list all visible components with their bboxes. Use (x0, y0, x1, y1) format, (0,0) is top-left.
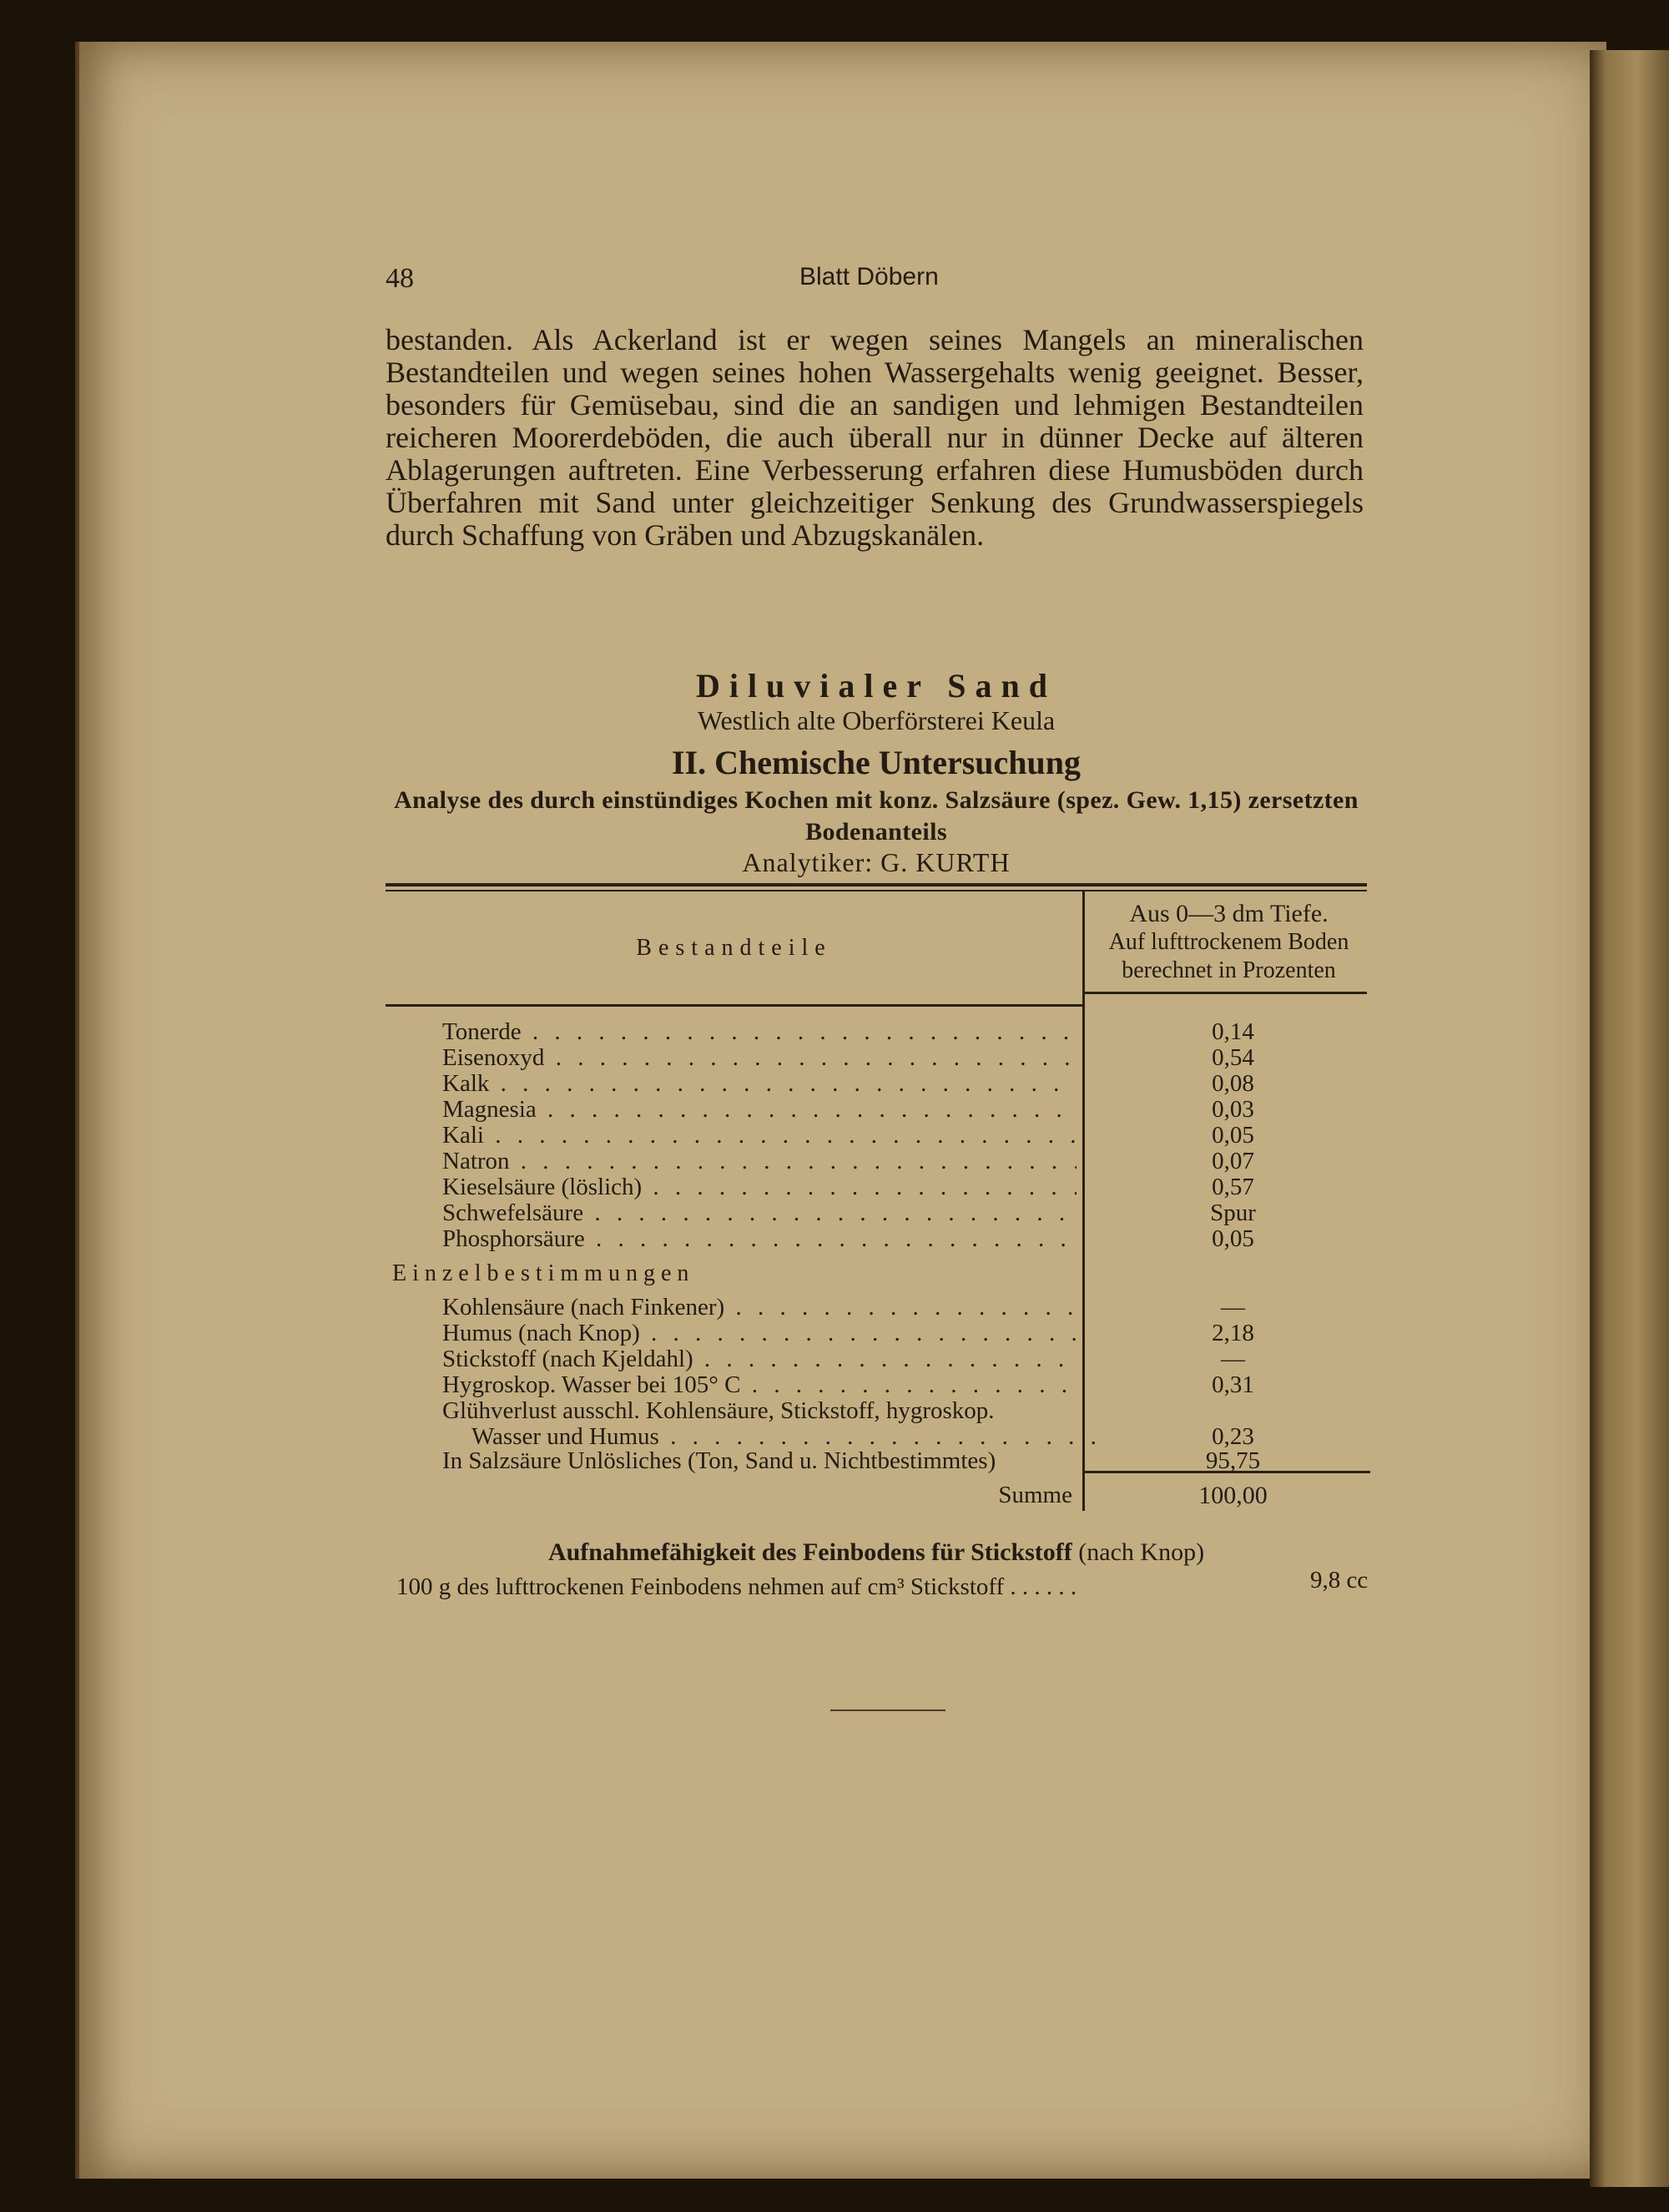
column-header-basis: Auf lufttrockenem Boden (1108, 929, 1349, 955)
column-header-unit: berechnet in Prozenten (1122, 957, 1336, 983)
uptake-line: 100 g des lufttrockenen Feinbodens nehmen auf cm³ Stickstoff . . . . . . (396, 1573, 1077, 1600)
group-label-einzelbestimmungen: Einzelbestimmungen (392, 1260, 695, 1286)
body-paragraph: bestanden. Als Ackerland ist er wegen seines Mangels an mineralischen Bestandteilen und wegen seines hohen Wassergehalts wenig geeignet. Besser, besonders für Gemüsebau, sind die an sandigen und lehmigen Bestandteilen reicheren Moorerdeböden, die auch überall nur in dünner Decke auf älteren Ablagerungen auftreten. Eine Verbesserung erfahren diese Humusböden durch Überfahren mit Sand unter gleichzeitiger Senkung des Grundwasserspiegels durch Schaffung von Gräben und Abzugskanälen. (386, 323, 1364, 552)
uptake-value: 9,8 cc (1310, 1567, 1369, 1593)
sum-divider (1082, 1473, 1085, 1511)
header-left-underline (386, 1004, 1085, 1007)
section-title: Diluvialer Sand (695, 667, 1057, 705)
page-number: 48 (386, 263, 414, 294)
analyst-name: Analytiker: G. KURTH (742, 847, 1011, 877)
header-right-underline (1082, 992, 1367, 994)
sum-value: 100,00 (1198, 1482, 1268, 1509)
uptake-title-text: Aufnahmefähigkeit des Feinbodens für Stickstoff (547, 1538, 1072, 1566)
column-header-depth: Aus 0—3 dm Tiefe. (1129, 900, 1329, 927)
column-header-constituents: Bestandteile (636, 935, 832, 961)
analysis-description: Analyse des durch einstündiges Kochen mit konz. Salzsäure (spez. Gew. 1,15) zersetzten Bodenanteils (394, 786, 1359, 846)
table-top-rule-thick (386, 883, 1367, 886)
sample-location: Westlich alte Oberförsterei Keula (697, 705, 1056, 735)
table-top-rule-thin (386, 890, 1367, 891)
analysis-subtitle: II. Chemische Untersuchung (671, 744, 1082, 781)
uptake-title-suffix: (nach Knop) (1078, 1538, 1205, 1566)
running-head: Blatt Döbern (799, 263, 939, 290)
column-header-values (1085, 900, 1373, 985)
uptake-title (384, 1538, 1369, 1567)
sum-label: Summe (998, 1482, 1072, 1508)
page-edge (1590, 50, 1669, 2187)
end-rule (830, 1710, 945, 1711)
